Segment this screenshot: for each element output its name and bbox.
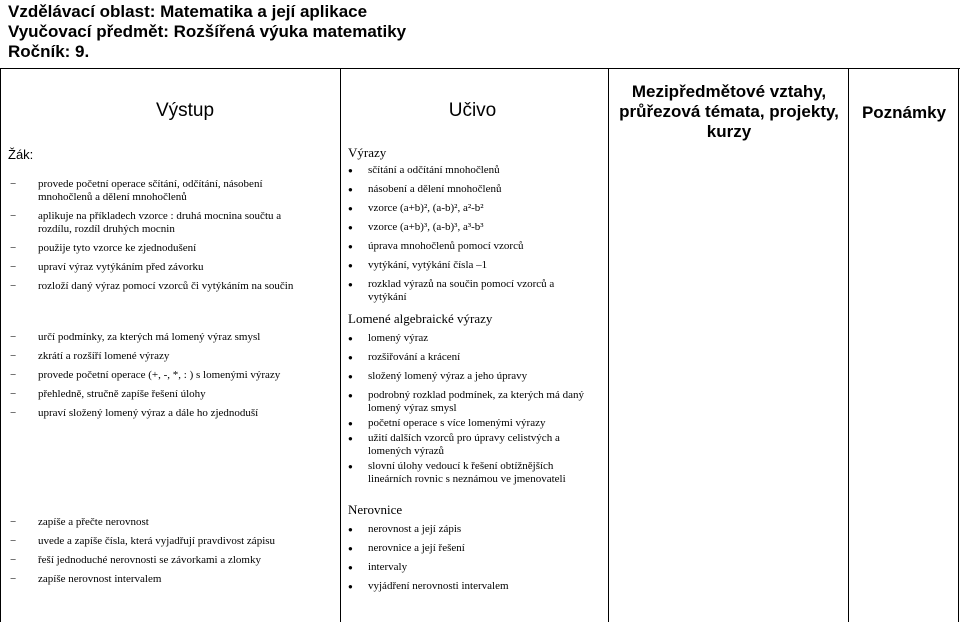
list-item — [368, 351, 593, 364]
list-item — [368, 542, 593, 555]
section-title-lomene-vyrazy: Lomené algebraické výrazy — [348, 311, 493, 326]
list-item — [10, 210, 308, 236]
list-item — [10, 331, 333, 344]
topic-text: početní operace s více lomenými výrazy — [368, 417, 546, 429]
outcome-text: přehledně, stručně zapíše řešení úlohy — [38, 388, 206, 400]
list-item — [368, 370, 593, 383]
dash-marker: − — [10, 210, 17, 222]
list-item — [10, 280, 308, 293]
topic-text: nerovnost a její zápis — [368, 523, 462, 535]
topic-text: intervaly — [368, 561, 408, 573]
dash-marker: − — [10, 516, 17, 528]
list-item — [368, 432, 593, 458]
topic-text: vzorce (a+b)³, (a-b)³, a³-b³ — [368, 221, 484, 233]
outcome-text: určí podmínky, za kterých má lomený výraz smysl — [38, 331, 261, 343]
topic-text: násobení a dělení mnohočlenů — [368, 183, 502, 195]
outcome-text: provede početní operace (+, -, *, : ) s lomenými výrazy — [38, 369, 281, 381]
column-header-ucivo: Učivo — [448, 100, 497, 121]
outcome-text: upraví výraz vytýkáním před závorku — [38, 261, 204, 273]
dash-marker: − — [10, 388, 17, 400]
topic-text: užití dalších vzorců pro úpravy celistvých a lomených výrazů — [368, 432, 560, 457]
dash-marker: − — [10, 573, 17, 585]
dash-marker: − — [10, 242, 17, 254]
list-item — [368, 332, 593, 345]
topic-text: vzorce (a+b)², (a-b)², a²-b² — [368, 202, 484, 214]
dash-marker: − — [10, 554, 17, 566]
list-item — [368, 259, 593, 272]
list-item — [368, 278, 593, 304]
list-item — [10, 516, 333, 529]
list-item — [368, 389, 593, 415]
outcome-text: aplikuje na příkladech vzorce : druhá mocnina součtu a rozdílu, rozdíl druhých mocnin — [38, 210, 282, 235]
list-item — [368, 580, 593, 593]
table-top-border — [0, 68, 960, 69]
outcome-text: zapíše a přečte nerovnost — [38, 516, 149, 528]
list-item — [10, 261, 308, 274]
header-area: Vzdělávací oblast: Matematika a její aplikace — [8, 2, 368, 21]
outcome-text: rozloží daný výraz pomocí vzorců či vytýkáním na součin — [38, 280, 294, 292]
list-item — [368, 417, 593, 430]
list-item — [10, 178, 308, 204]
list-item — [10, 350, 333, 363]
list-item — [10, 369, 333, 382]
vystup-list-3 — [10, 516, 333, 586]
list-item — [368, 523, 593, 536]
outcome-text: upraví složený lomený výraz a dále ho zjednoduší — [38, 407, 259, 419]
ucivo-list-vyrazy — [368, 164, 593, 304]
column-divider-3 — [848, 68, 849, 622]
dash-marker: − — [10, 535, 17, 547]
list-item — [368, 240, 593, 253]
dash-marker: − — [10, 178, 17, 190]
topic-text: rozšiřování a krácení — [368, 351, 461, 363]
list-item — [10, 407, 333, 420]
dash-marker: − — [10, 280, 17, 292]
section-title-nerovnice: Nerovnice — [348, 502, 403, 517]
outcome-text: provede početní operace sčítání, odčítání, násobení mnohočlenů a dělení mnohočlenů — [38, 178, 263, 203]
topic-text: rozklad výrazů na součin pomocí vzorců a vytýkání — [368, 278, 555, 303]
topic-text: lomený výraz — [368, 332, 429, 344]
ziak-label: Žák: — [8, 147, 34, 162]
dash-marker: − — [10, 407, 17, 419]
list-item — [10, 388, 333, 401]
outcome-text: zkrátí a rozšíří lomené výrazy — [38, 350, 170, 362]
column-header-vystup: Výstup — [155, 100, 215, 121]
topic-text: podrobný rozklad podmínek, za kterých má daný lomený výraz smysl — [368, 389, 584, 414]
vystup-list-2 — [10, 331, 333, 420]
list-item — [368, 561, 593, 574]
column-header-mezipredmetove: Mezipředmětové vztahy, průřezová témata, projekty, kurzy — [619, 82, 839, 141]
ucivo-list-lomene — [368, 332, 593, 486]
list-item — [368, 164, 593, 177]
header-grade: Ročník: 9. — [8, 42, 90, 61]
outcome-text: řeší jednoduché nerovnosti se závorkami a zlomky — [38, 554, 261, 566]
topic-text: složený lomený výraz a jeho úpravy — [368, 370, 528, 382]
list-item — [368, 183, 593, 196]
column-divider-1 — [340, 68, 341, 622]
ucivo-list-nerovnice — [368, 523, 593, 593]
topic-text: slovní úlohy vedoucí k řešení obtížnějších lineárních rovnic s neznámou ve jmenovateli — [368, 460, 566, 485]
section-title-vyrazy: Výrazy — [348, 145, 387, 160]
list-item — [10, 535, 333, 548]
column-header-poznamky: Poznámky — [861, 103, 947, 122]
topic-text: vyjádření nerovnosti intervalem — [368, 580, 509, 592]
topic-text: úprava mnohočlenů pomocí vzorců — [368, 240, 524, 252]
table-right-border — [958, 68, 959, 622]
column-divider-2 — [608, 68, 609, 622]
outcome-text: uvede a zapíše čísla, která vyjadřují pravdivost zápisu — [38, 535, 276, 547]
list-item — [10, 573, 333, 586]
list-item — [368, 460, 593, 486]
list-item — [10, 242, 308, 255]
topic-text: sčítání a odčítání mnohočlenů — [368, 164, 500, 176]
outcome-text: zapíše nerovnost intervalem — [38, 573, 162, 585]
list-item — [368, 202, 593, 215]
dash-marker: − — [10, 350, 17, 362]
dash-marker: − — [10, 369, 17, 381]
table-left-border — [0, 68, 1, 622]
topic-text: vytýkání, vytýkání čísla –1 — [368, 259, 488, 271]
vystup-list-1 — [10, 178, 308, 293]
outcome-text: použije tyto vzorce ke zjednodušení — [38, 242, 197, 254]
list-item — [10, 554, 333, 567]
dash-marker: − — [10, 261, 17, 273]
list-item — [368, 221, 593, 234]
header-subject: Vyučovací předmět: Rozšířená výuka matematiky — [8, 22, 407, 41]
topic-text: nerovnice a její řešení — [368, 542, 465, 554]
dash-marker: − — [10, 331, 17, 343]
